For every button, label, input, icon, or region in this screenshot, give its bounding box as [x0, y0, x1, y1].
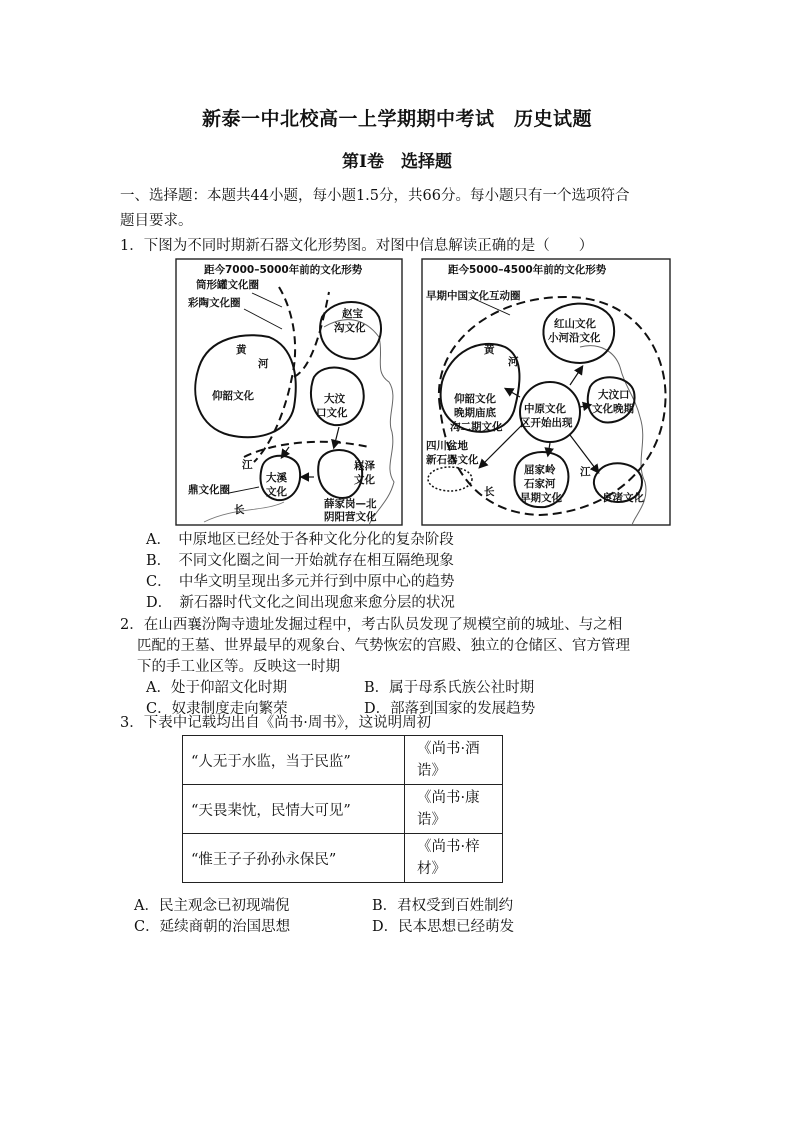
- q3-option-b: B．君权受到百姓制约: [372, 898, 514, 914]
- q2-option-a: A．处于仰韶文化时期: [146, 680, 287, 696]
- map-left-label-dawenkou-1: 大汶: [324, 393, 345, 405]
- q2-line-2: 匹配的王墓、世界最早的观象台、气势恢宏的宫殿、独立的仓储区、官方管理: [137, 638, 630, 654]
- map-left-label-xuejia-1: 薛家岗—北: [324, 498, 377, 510]
- q1-maps-figure: [174, 257, 672, 527]
- q2-line-1: 2．在山西襄汾陶寺遗址发掘过程中，考古队员发现了规模空前的城址、与之相: [120, 617, 623, 633]
- q2-option-b: B．属于母系氏族公社时期: [364, 680, 535, 696]
- map-left-ding-boundary: [244, 442, 369, 457]
- map-right-label-yangshao-2: 晚期庙底: [454, 407, 496, 419]
- table-row: [183, 736, 503, 785]
- map-right-label-liangzhu: 良渚文化: [602, 492, 644, 504]
- instructions-line-1: 一、选择题：本题共44小题，每小题1.5分，共66分。每小题只有一个选项符合: [120, 188, 630, 204]
- map-right-label-huang: 黄: [484, 344, 495, 356]
- map-right-label-he: 河: [508, 356, 519, 368]
- q2-line-3: 下的手工业区等。反映这一时期: [137, 659, 340, 675]
- table-row: [183, 834, 503, 883]
- map-right-label-chang: 长: [484, 486, 495, 498]
- map-right-label-hongshan-2: 小河沿文化: [548, 332, 601, 344]
- map-left-label-jiang: 江: [242, 459, 253, 471]
- q3-row-3-source: 《尚书·梓材》: [405, 834, 503, 883]
- map-right-label-dawenkou-1: 大汶口: [598, 389, 630, 401]
- q3-row-1-quote: “人无于水监，当于民监”: [183, 736, 405, 785]
- map-right-label-jiang: 江: [580, 466, 591, 478]
- map-right-sichuan-region: [428, 467, 472, 491]
- map-right-label-dawenkou-2: 文化晚期: [592, 403, 634, 415]
- map-left-label-huang: 黄: [236, 344, 247, 356]
- q3-option-d: D．民本思想已经萌发: [372, 919, 515, 935]
- map-left: [176, 259, 402, 525]
- map-right-label-qujia-1: 屈家岭: [524, 464, 556, 476]
- map-right-label-qujia-2: 石家河: [524, 478, 556, 490]
- map-right-label-yangshao-3: 沟二期文化: [450, 421, 503, 433]
- q1-stem: 1．下图为不同时期新石器文化形势图。对图中信息解读正确的是（ ）: [120, 238, 594, 254]
- map-left-label-daxi-2: 文化: [266, 486, 287, 498]
- map-right-label-qujia-3: 早期文化: [520, 492, 562, 504]
- q1-option-a: A． 中原地区已经处于各种文化分化的复杂阶段: [146, 532, 454, 548]
- map-right-title: 距今5000–4500年前的文化形势: [448, 264, 607, 276]
- q3-table: [182, 735, 503, 883]
- map-right-label-hongshan-1: 红山文化: [554, 318, 596, 330]
- q3-row-2-source: 《尚书·康诰》: [405, 785, 503, 834]
- map-left-coastline: [324, 320, 394, 525]
- map-right-label-yangshao-1: 仰韶文化: [454, 393, 496, 405]
- instructions-line-2: 题目要求。: [120, 213, 193, 229]
- q3-option-c: C．延续商朝的治国思想: [134, 919, 291, 935]
- exam-title: 新泰一中北校高一上学期期中考试 历史试题: [201, 108, 592, 130]
- map-left-label-tongxing: 筒形罐文化圈: [196, 279, 259, 291]
- q1-maps-svg: [174, 257, 672, 527]
- q3-option-a: A．民主观念已初现端倪: [134, 898, 290, 914]
- section-title: 第Ⅰ卷 选择题: [342, 152, 452, 172]
- map-left-label-songze-2: 文化: [354, 474, 375, 486]
- map-left-label-chang: 长: [234, 504, 245, 516]
- map-left-label-caitao: 彩陶文化圈: [188, 297, 241, 309]
- map-right-label-sichuan-2: 新石器文化: [426, 454, 479, 466]
- map-left-label-zhaobao-1: 赵宝: [342, 308, 363, 320]
- q1-option-b: B． 不同文化圈之间一开始就存在相互隔绝现象: [146, 553, 454, 569]
- map-left-label-yangshao: 仰韶文化: [212, 390, 254, 402]
- q3-row-3-quote: “惟王子子孙孙永保民”: [183, 834, 405, 883]
- map-left-label-xuejia-2: 阴阳营文化: [324, 511, 377, 523]
- map-right-label-hudong: 早期中国文化互动圈: [426, 290, 521, 302]
- map-left-label-he: 河: [258, 358, 269, 370]
- map-right-label-zhongyuan-2: 区开始出现: [520, 417, 573, 429]
- q3-row-1-source: 《尚书·酒诰》: [405, 736, 503, 785]
- map-left-title: 距今7000–5000年前的文化形势: [204, 264, 363, 276]
- q1-option-c: C． 中华文明呈现出多元并行到中原中心的趋势: [146, 574, 455, 590]
- q1-option-d: D． 新石器时代文化之间出现愈来愈分层的状况: [146, 595, 455, 611]
- q2-option-c: C．奴隶制度走向繁荣: [146, 701, 288, 717]
- map-right: [422, 259, 670, 525]
- map-left-label-daxi-1: 大溪: [266, 472, 287, 484]
- map-left-label-zhaobao-2: 沟文化: [334, 322, 366, 334]
- map-left-label-dawenkou-2: 口文化: [316, 407, 348, 419]
- map-right-label-sichuan-1: 四川盆地: [426, 440, 468, 452]
- q2-option-d: D．部落到国家的发展趋势: [364, 701, 536, 717]
- map-left-label-ding: 鼎文化圈: [188, 484, 230, 496]
- q3-row-2-quote: “天畏棐忱，民情大可见”: [183, 785, 405, 834]
- map-left-label-songze-1: 崧泽: [354, 460, 375, 472]
- q3-stem: 3．下表中记载均出自《尚书·周书》，这说明周初: [120, 715, 432, 731]
- map-right-label-zhongyuan-1: 中原文化: [524, 403, 566, 415]
- table-row: [183, 785, 503, 834]
